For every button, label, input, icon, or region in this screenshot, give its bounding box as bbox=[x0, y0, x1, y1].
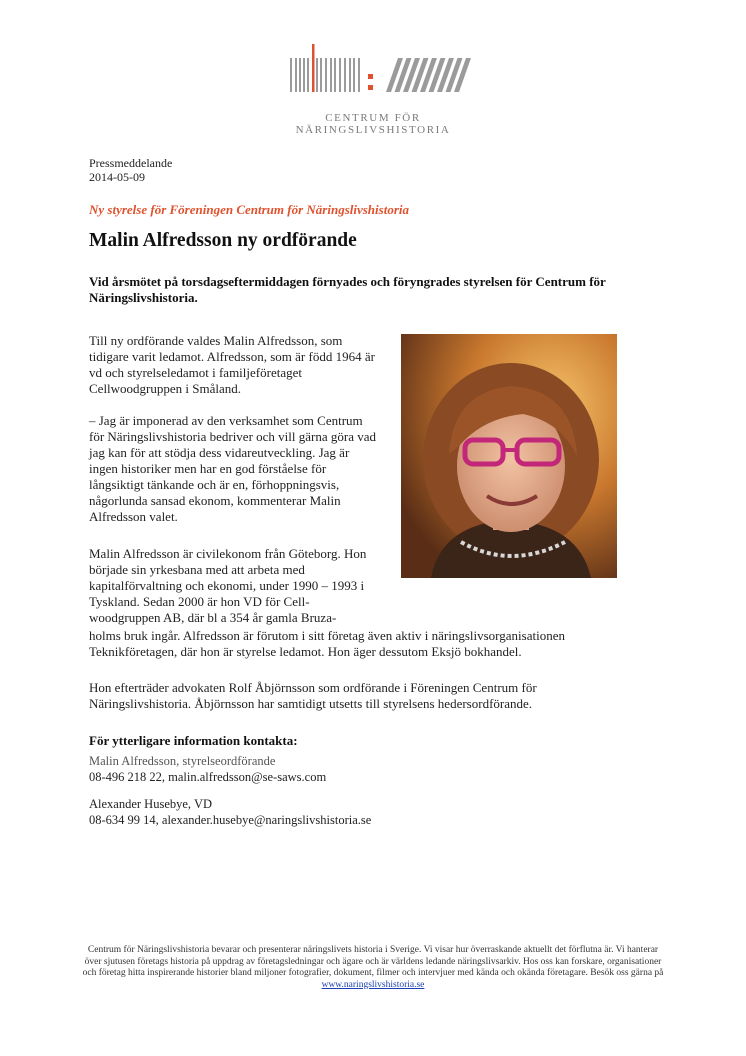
lead-paragraph: Vid årsmötet på torsdagseftermiddagen förnyades och föryngrades styrelsen för Centrum för Näringslivshistoria. bbox=[89, 274, 606, 305]
logo-bar bbox=[334, 58, 336, 92]
contact-person-1 bbox=[89, 753, 326, 785]
logo-bar bbox=[339, 58, 341, 92]
paragraph-2: – Jag är imponerad av den verksamhet som Centrum för Näringslivshistoria bedriver och vill gärna göra vad jag kan för att stödja dess vidareutveckling. Jag är ingen historiker men har en god förståelse för långsiktigt tänkande och är en, förhoppningsvis, någorlunda sansad ekonom, kommenterar Malin Alfredsson valet. bbox=[89, 413, 376, 524]
logo-bar bbox=[316, 58, 318, 92]
footer-text: Centrum för Näringslivshistoria bevarar och presenterar näringslivets historia i Sverige. Vi visar hur överraskande aktuellt det förflutna är. Vi hanterar över sjutusen företags historia på uppdrag av företagsledningar och ägare och är världens ledande näringslivsarkiv. Hos oss kan forskare, organisationer och företag hitta inspirerande historier bland miljoner fotografier, dokument, filmer och intervjuer med kända och okända företagare. Besök oss gärna på bbox=[82, 945, 664, 978]
logo-bar bbox=[295, 58, 297, 92]
logo-bar bbox=[325, 58, 327, 92]
logo-accent-bar bbox=[312, 44, 315, 92]
portrait-illustration bbox=[401, 334, 617, 578]
logo-bar bbox=[349, 58, 351, 92]
logo-mark bbox=[246, 44, 500, 106]
contact-2-phone-email: 08-634 99 14, alexander.husebye@naringslivshistoria.se bbox=[89, 813, 372, 827]
contact-1-name-role: Malin Alfredsson, styrelseordförande bbox=[89, 754, 276, 768]
document-date: 2014-05-09 bbox=[89, 170, 145, 184]
headline: Malin Alfredsson ny ordförande bbox=[89, 230, 357, 251]
contact-2-name-role: Alexander Husebye, VD bbox=[89, 797, 212, 811]
paragraph-1: Till ny ordförande valdes Malin Alfredsson, som tidigare varit ledamot. Alfredsson, som är född 1964 är vd och styrelseledamot i familjeföretaget Cellwoodgruppen i Småland. bbox=[89, 333, 375, 396]
logo-slanted-bars bbox=[386, 58, 471, 92]
logo-bar bbox=[353, 58, 355, 92]
logo-bar bbox=[299, 58, 301, 92]
logo-bar bbox=[358, 58, 360, 92]
kicker: Ny styrelse för Föreningen Centrum för Näringslivshistoria bbox=[89, 202, 409, 217]
logo-colon-dot-bottom bbox=[368, 85, 373, 90]
logo-bar bbox=[307, 58, 309, 92]
document-meta bbox=[89, 156, 172, 184]
paragraph-3: Malin Alfredsson är civilekonom från Göteborg. Hon började sin yrkesbana med att arbeta med kapitalförvaltning och ekonomi, under 1990 – 1993 i Tyskland. Sedan 2000 är hon VD för Cell-woodgruppen AB, där bl a 354 år gamla Bruza- bbox=[89, 546, 367, 625]
logo-bar bbox=[290, 58, 292, 92]
contact-person-2 bbox=[89, 796, 371, 828]
contact-1-phone-email: 08-496 218 22, malin.alfredsson@se-saws.com bbox=[89, 770, 327, 784]
footer-website-link[interactable]: www.naringslivshistoria.se bbox=[321, 979, 425, 990]
logo-vertical-bars bbox=[290, 44, 360, 92]
paragraph-3-continued: holms bruk ingår. Alfredsson är förutom i sitt företag även aktiv i näringslivsorganisationen Teknikföretagen, där hon är styrelse ledamot. Hon äger dessutom Eksjö bokhandel. bbox=[89, 628, 565, 659]
contact-heading: För ytterligare information kontakta: bbox=[89, 733, 298, 748]
logo-colon bbox=[368, 74, 373, 90]
logo-bar bbox=[344, 58, 346, 92]
logo-wordmark: CENTRUM FÖR NÄRINGSLIVSHISTORIA bbox=[295, 112, 451, 136]
portrait-photo bbox=[401, 334, 617, 578]
document-type: Pressmeddelande bbox=[89, 156, 173, 170]
footer bbox=[82, 945, 664, 991]
logo-colon-dot-top bbox=[368, 74, 373, 79]
logo bbox=[246, 44, 500, 136]
logo-bar bbox=[320, 58, 322, 92]
logo-bar bbox=[330, 58, 332, 92]
logo-bar bbox=[303, 58, 305, 92]
paragraph-4: Hon efterträder advokaten Rolf Åbjörnsson som ordförande i Föreningen Centrum för Näringslivshistoria. Åbjörnsson har samtidigt utsetts till styrelsens hedersordförande. bbox=[89, 680, 537, 711]
